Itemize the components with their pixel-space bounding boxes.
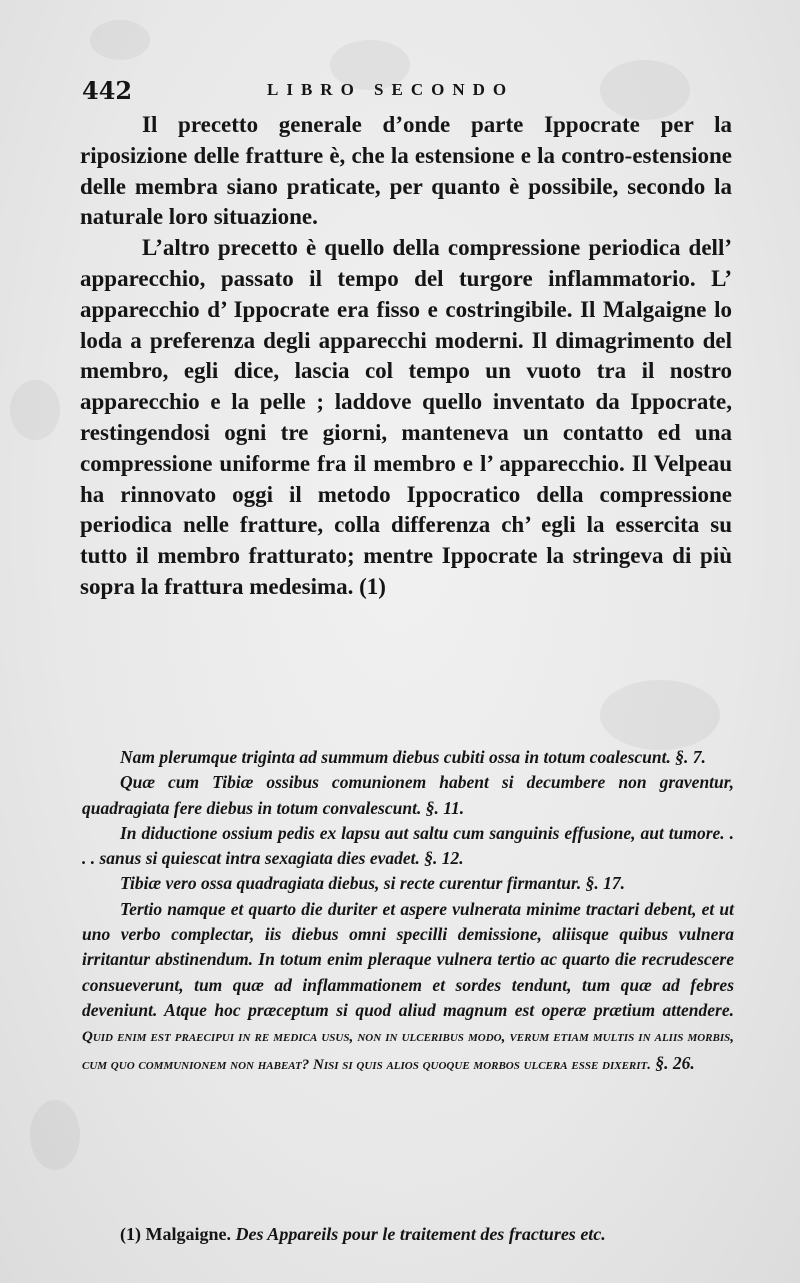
quotation: Nam plerumque triginta ad summum diebus cubiti ossa in totum coalescunt. §. 7.	[120, 747, 706, 767]
paper-stain	[30, 1100, 80, 1170]
quotation: In diductione ossium pedis ex lapsu aut saltu cum sanguinis effusione, aut tumore. . . . sanus si quiescat intra sexagiata dies evadet. §. 12.	[82, 822, 734, 869]
quotation: Quæ cum Tibiæ ossibus comunionem habent si decumbere non graventur, quadragiata fere diebus in totum convalescunt. §. 11.	[82, 772, 734, 818]
quotation-small-caps: Quid enim est praecipui in re medica usus, non in ulceribus modo, verum etiam multis in aliis morbis, cum quo communionem non habeat? Nisi si quis alios quoque morbos ulcera esse dixerit.	[82, 1029, 734, 1073]
quotation-reference: §. 26.	[655, 1052, 695, 1073]
footnote-marker: (1) Malgaigne.	[120, 1224, 231, 1244]
page-number: 442	[82, 76, 133, 105]
footnote	[82, 1222, 734, 1246]
paragraph: L’altro precetto è quello della compressione periodica dell’ apparecchio, passato il tempo del turgore inflammatorio. L’ apparecchio d’ Ippocrate era fisso e costringibile. Il Malgaigne lo loda a preferenza degli apparecchi moderni. Il dimagrimento del membro, egli dice, lascia col tempo un vuoto tra il nostro apparecchio e la pelle ; laddove quello inventato da Ippocrate, restingendosi ogni tre giorni, manteneva un contatto ed una compressione uniforme fra il membro e l’ apparecchio. Il Velpeau ha rinnovato oggi il metodo Ippocratico della compressione periodica nelle fratture, colla differenza ch’ egli la essercita su tutto il membro fratturato; mentre Ippocrate la stringeva di più sopra la frattura medesima. (1)	[80, 235, 732, 599]
latin-quotations	[82, 745, 734, 1078]
paper-stain	[600, 680, 720, 750]
quotation-text: Tertio namque et quarto die duriter et aspere vulnerata minime tractari debent, et ut uno verbo complectar, iis diebus omni specilli demissione, aliisque quibus vulnera irritantur abstinendum. In totum enim pleraque vulnera tertio ac quarto die recrudescere consueverunt, tum quæ ad inflammationem et sordes tendunt, tum quæ ad febres deveniunt. Atque hoc præceptum si quod aliud magnum est operæ prætium attendere.	[82, 898, 734, 1020]
paper-stain	[10, 380, 60, 440]
running-head: LIBRO SECONDO	[267, 80, 515, 99]
paragraph: Il precetto generale d’onde parte Ippocrate per la riposizione delle fratture è, che la estensione e la contro-estensione delle membra siano praticate, per quanto è possibile, secondo la naturale loro situazione.	[80, 112, 732, 230]
quotation	[82, 897, 734, 1078]
footnote-work-title: Des Appareils pour le traitement des fractures etc.	[235, 1224, 606, 1244]
main-text	[80, 110, 732, 603]
page-header	[82, 76, 732, 110]
quotation: Tibiæ vero ossa quadragiata diebus, si recte curentur firmantur. §. 17.	[120, 873, 625, 894]
paper-stain	[90, 20, 150, 60]
